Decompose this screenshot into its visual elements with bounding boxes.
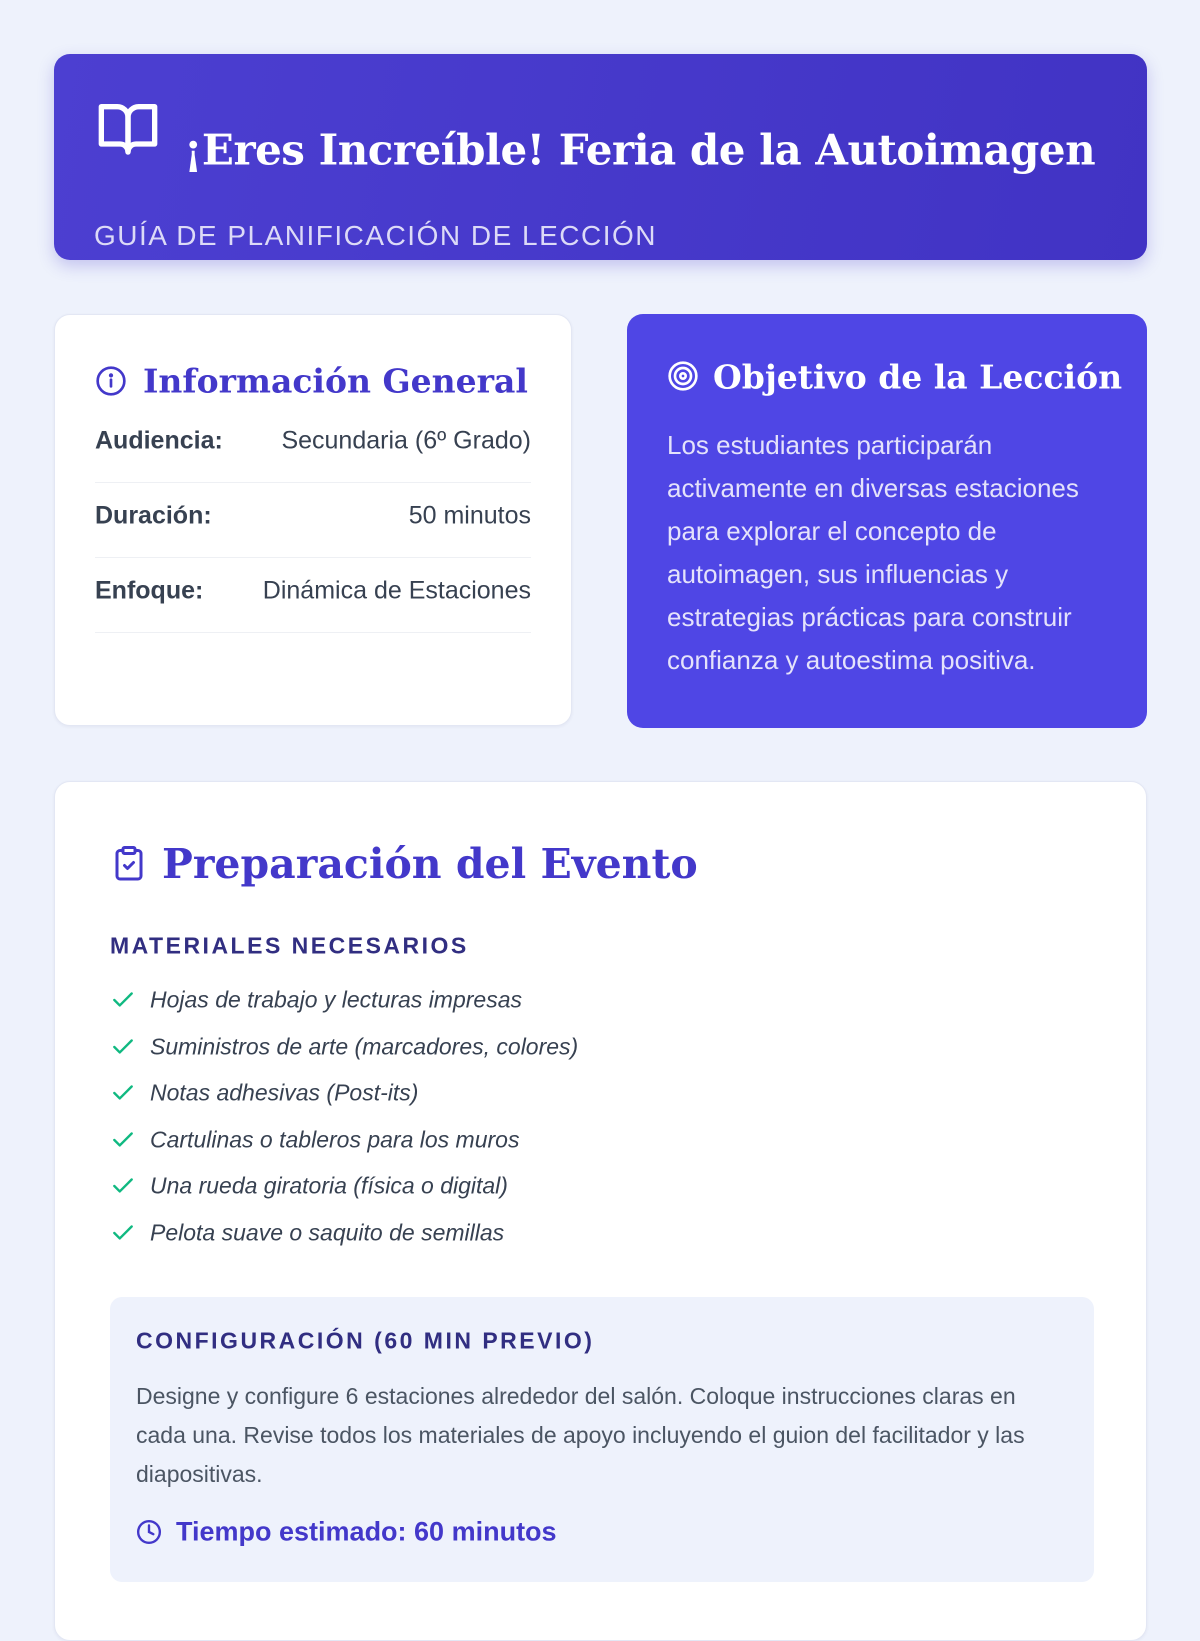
setup-text: Designe y configure 6 estaciones alrededor del salón. Coloque instrucciones claras en cada una. Revise todos los materiales de apoyo incluyendo el guion del facilitador y las diapositivas. (136, 1383, 1025, 1487)
page-title: ¡Eres Increíble! Feria de la Autoimagen (184, 125, 1096, 175)
setup-label: CONFIGURACIÓN (60 MIN PREVIO) (136, 1327, 595, 1354)
info-label: Audiencia: (95, 426, 223, 455)
check-icon (110, 1173, 136, 1199)
objective-card (627, 314, 1147, 728)
info-circle-icon (95, 365, 127, 397)
book-open-icon (96, 96, 160, 160)
materials-label: MATERIALES NECESARIOS (110, 932, 469, 959)
objective-text: Los estudiantes participarán activamente en diversas estaciones para explorar el concepto de autoimagen, sus influencias y estrategias prácticas para construir confianza y autoestima positiva. (667, 430, 1079, 675)
info-value: Dinámica de Estaciones (262, 576, 531, 605)
general-info-card (54, 314, 572, 726)
clipboard-check-icon (111, 844, 147, 884)
material-text: Cartulinas o tableros para los muros (150, 1126, 520, 1153)
info-value: 50 minutos (408, 501, 531, 530)
material-text: Notas adhesivas (Post-its) (150, 1079, 419, 1106)
info-row-duration (95, 483, 531, 558)
preparation-card (54, 781, 1147, 1641)
material-text: Una rueda giratoria (física o digital) (150, 1172, 508, 1199)
clock-icon (136, 1519, 162, 1545)
page-subtitle: GUÍA DE PLANIFICACIÓN DE LECCIÓN (94, 220, 657, 251)
check-icon (110, 1034, 136, 1060)
info-row-audience (95, 408, 531, 483)
check-icon (110, 1080, 136, 1106)
info-label: Duración: (95, 501, 212, 530)
estimated-time: Tiempo estimado: 60 minutos (176, 1516, 557, 1547)
objective-title: Objetivo de la Lección (713, 357, 1123, 397)
page-header (54, 54, 1147, 260)
general-info-title: Información General (143, 361, 528, 401)
check-icon (110, 1127, 136, 1153)
setup-box (110, 1297, 1094, 1582)
material-text: Suministros de arte (marcadores, colores) (150, 1033, 579, 1060)
info-row-focus (95, 558, 531, 633)
material-text: Hojas de trabajo y lecturas impresas (150, 986, 522, 1013)
target-icon (667, 360, 699, 392)
info-label: Enfoque: (95, 576, 204, 605)
check-icon (110, 987, 136, 1013)
preparation-title: Preparación del Evento (162, 840, 698, 888)
material-text: Pelota suave o saquito de semillas (150, 1219, 505, 1246)
info-value: Secundaria (6º Grado) (281, 426, 531, 455)
check-icon (110, 1220, 136, 1246)
